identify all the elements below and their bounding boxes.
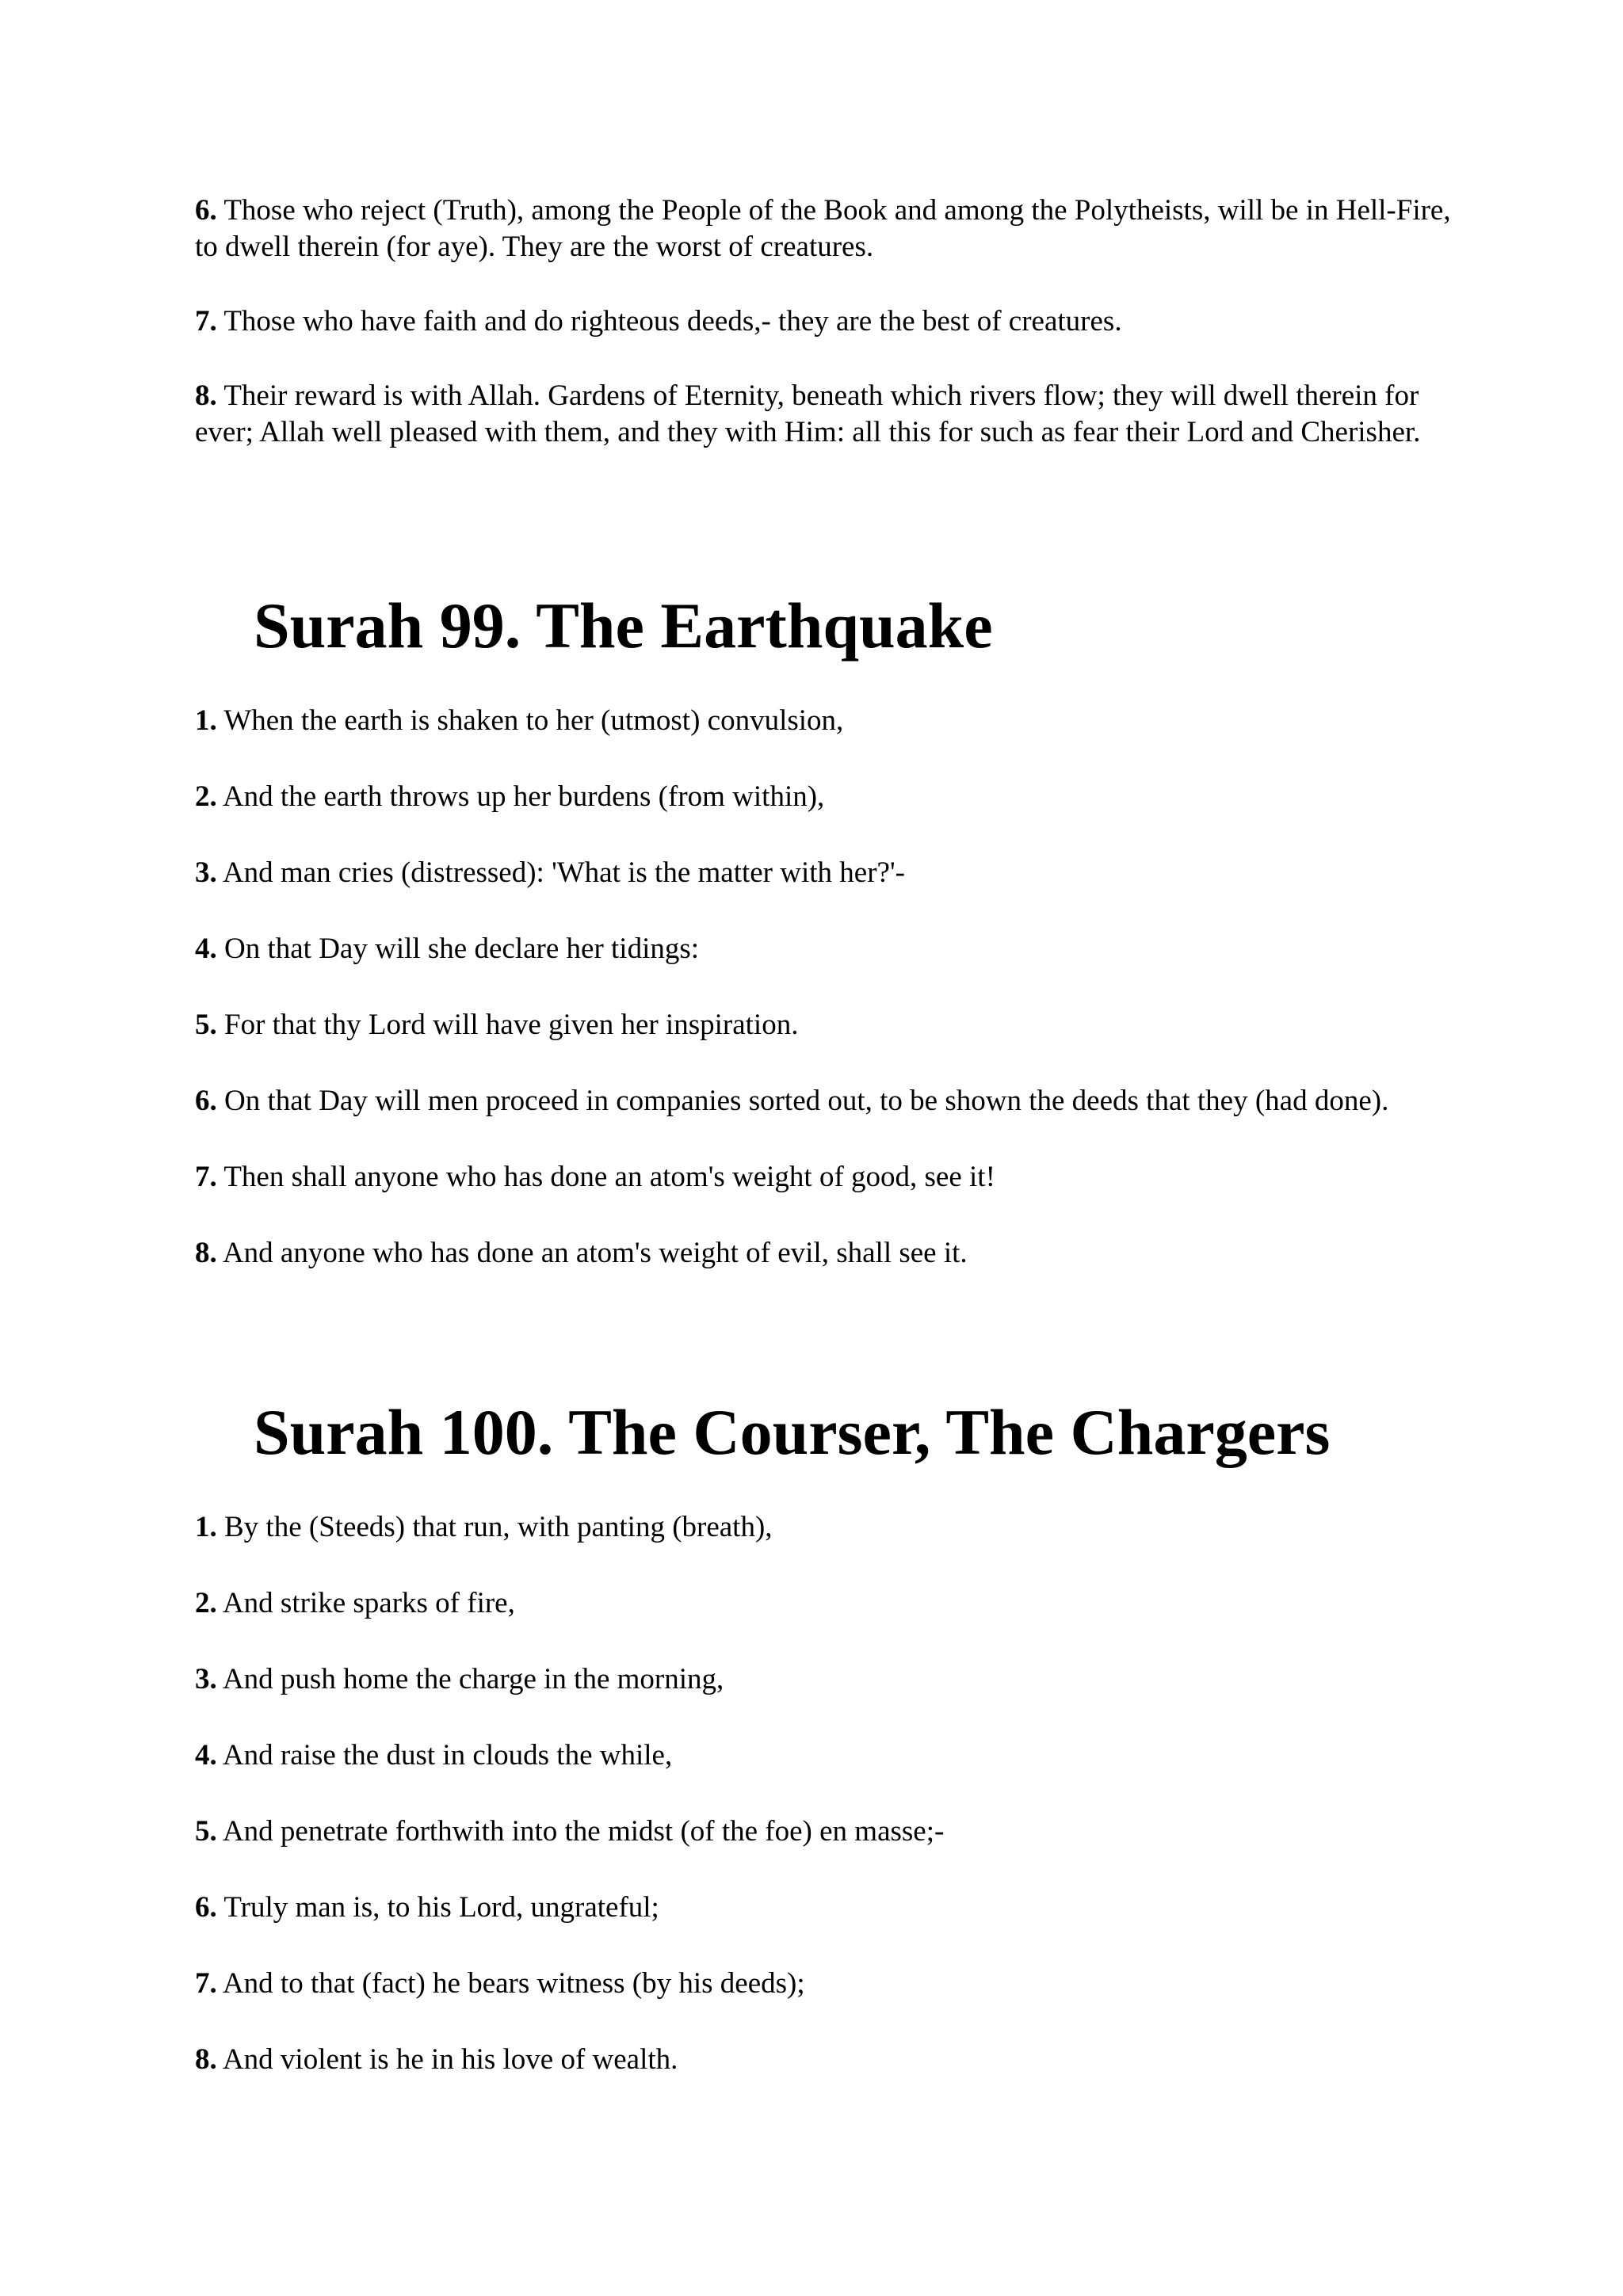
verse-text: On that Day will she declare her tidings: [216,933,700,965]
verse-text: Their reward is with Allah. Gardens of Eternity, beneath which rivers flow; they will dwell therein for ever; Allah well pleased with them, and they with Him: all this for such as fear their Lord and Cherisher. [195,379,1421,448]
surah-100-verses [195,1509,1455,2078]
verse [195,1814,1455,1850]
verse-text: And anyone who has done an atom's weight of evil, shall see it. [216,1237,968,1269]
verse-number: 8. [195,2043,217,2076]
verse [195,1007,1455,1043]
verse-text: Truly man is, to his Lord, ungrateful; [216,1891,659,1924]
verse [195,378,1455,451]
verse-number: 2. [195,1587,217,1619]
verse-text: And man cries (distressed): 'What is the matter with her?'- [216,856,905,889]
verse-text: And to that (fact) he bears witness (by his deeds); [216,1967,805,2000]
surah-heading: Surah 99. The Earthquake [254,589,993,662]
verse [195,1661,1455,1698]
verse-number: 2. [195,780,217,813]
verse [195,1509,1455,1546]
verse [195,1235,1455,1272]
verse-number: 6. [195,194,217,227]
verse [195,1737,1455,1774]
surah-100-section [195,1394,1455,1470]
verse-number: 8. [195,379,217,412]
verse [195,779,1455,815]
surah-99-section [195,588,1455,664]
verse-number: 3. [195,1663,217,1695]
verse-text: And violent is he in his love of wealth. [216,2043,678,2076]
verse [195,703,1455,739]
verse-text: For that thy Lord will have given her inspiration. [216,1009,799,1041]
verse-number: 7. [195,305,217,338]
verse-number: 8. [195,1237,217,1269]
verse [195,1159,1455,1196]
verse-text: And raise the dust in clouds the while, [216,1739,673,1772]
verse-text: By the (Steeds) that run, with panting (breath), [216,1511,773,1543]
surah-99-verses [195,703,1455,1272]
verse [195,2042,1455,2078]
verse-text: And strike sparks of fire, [216,1587,515,1619]
surah-heading: Surah 100. The Courser, The Chargers [254,1396,1331,1468]
verse-number: 6. [195,1085,217,1117]
verse-number: 5. [195,1815,217,1848]
verse [195,1585,1455,1622]
verse [195,931,1455,967]
verse-text: And push home the charge in the morning, [216,1663,724,1695]
verse-text: On that Day will men proceed in companies sorted out, to be shown the deeds that they (had done). [216,1085,1389,1117]
verse [195,1966,1455,2002]
intro-verses [195,193,1455,451]
verse [195,303,1455,340]
verse [195,1890,1455,1926]
verse-number: 6. [195,1891,217,1924]
verse-text: Then shall anyone who has done an atom's weight of good, see it! [216,1161,995,1193]
verse-number: 7. [195,1967,217,2000]
verse-text: Those who reject (Truth), among the People of the Book and among the Polytheists, will be in Hell-Fire, to dwell therein (for aye). They are the worst of creatures. [195,194,1451,263]
verse-text: And the earth throws up her burdens (from within), [216,780,825,813]
verse [195,193,1455,265]
verse-number: 4. [195,933,217,965]
verse-number: 1. [195,1511,217,1543]
verse-number: 7. [195,1161,217,1193]
verse-number: 3. [195,856,217,889]
verse-number: 5. [195,1009,217,1041]
verse-number: 1. [195,704,217,737]
verse-text: And penetrate forthwith into the midst (of the foe) en masse;- [216,1815,945,1848]
verse-number: 4. [195,1739,217,1772]
verse [195,855,1455,891]
verse-text: Those who have faith and do righteous deeds,- they are the best of creatures. [216,305,1122,338]
verse [195,1083,1455,1119]
verse-text: When the earth is shaken to her (utmost) convulsion, [216,704,844,737]
